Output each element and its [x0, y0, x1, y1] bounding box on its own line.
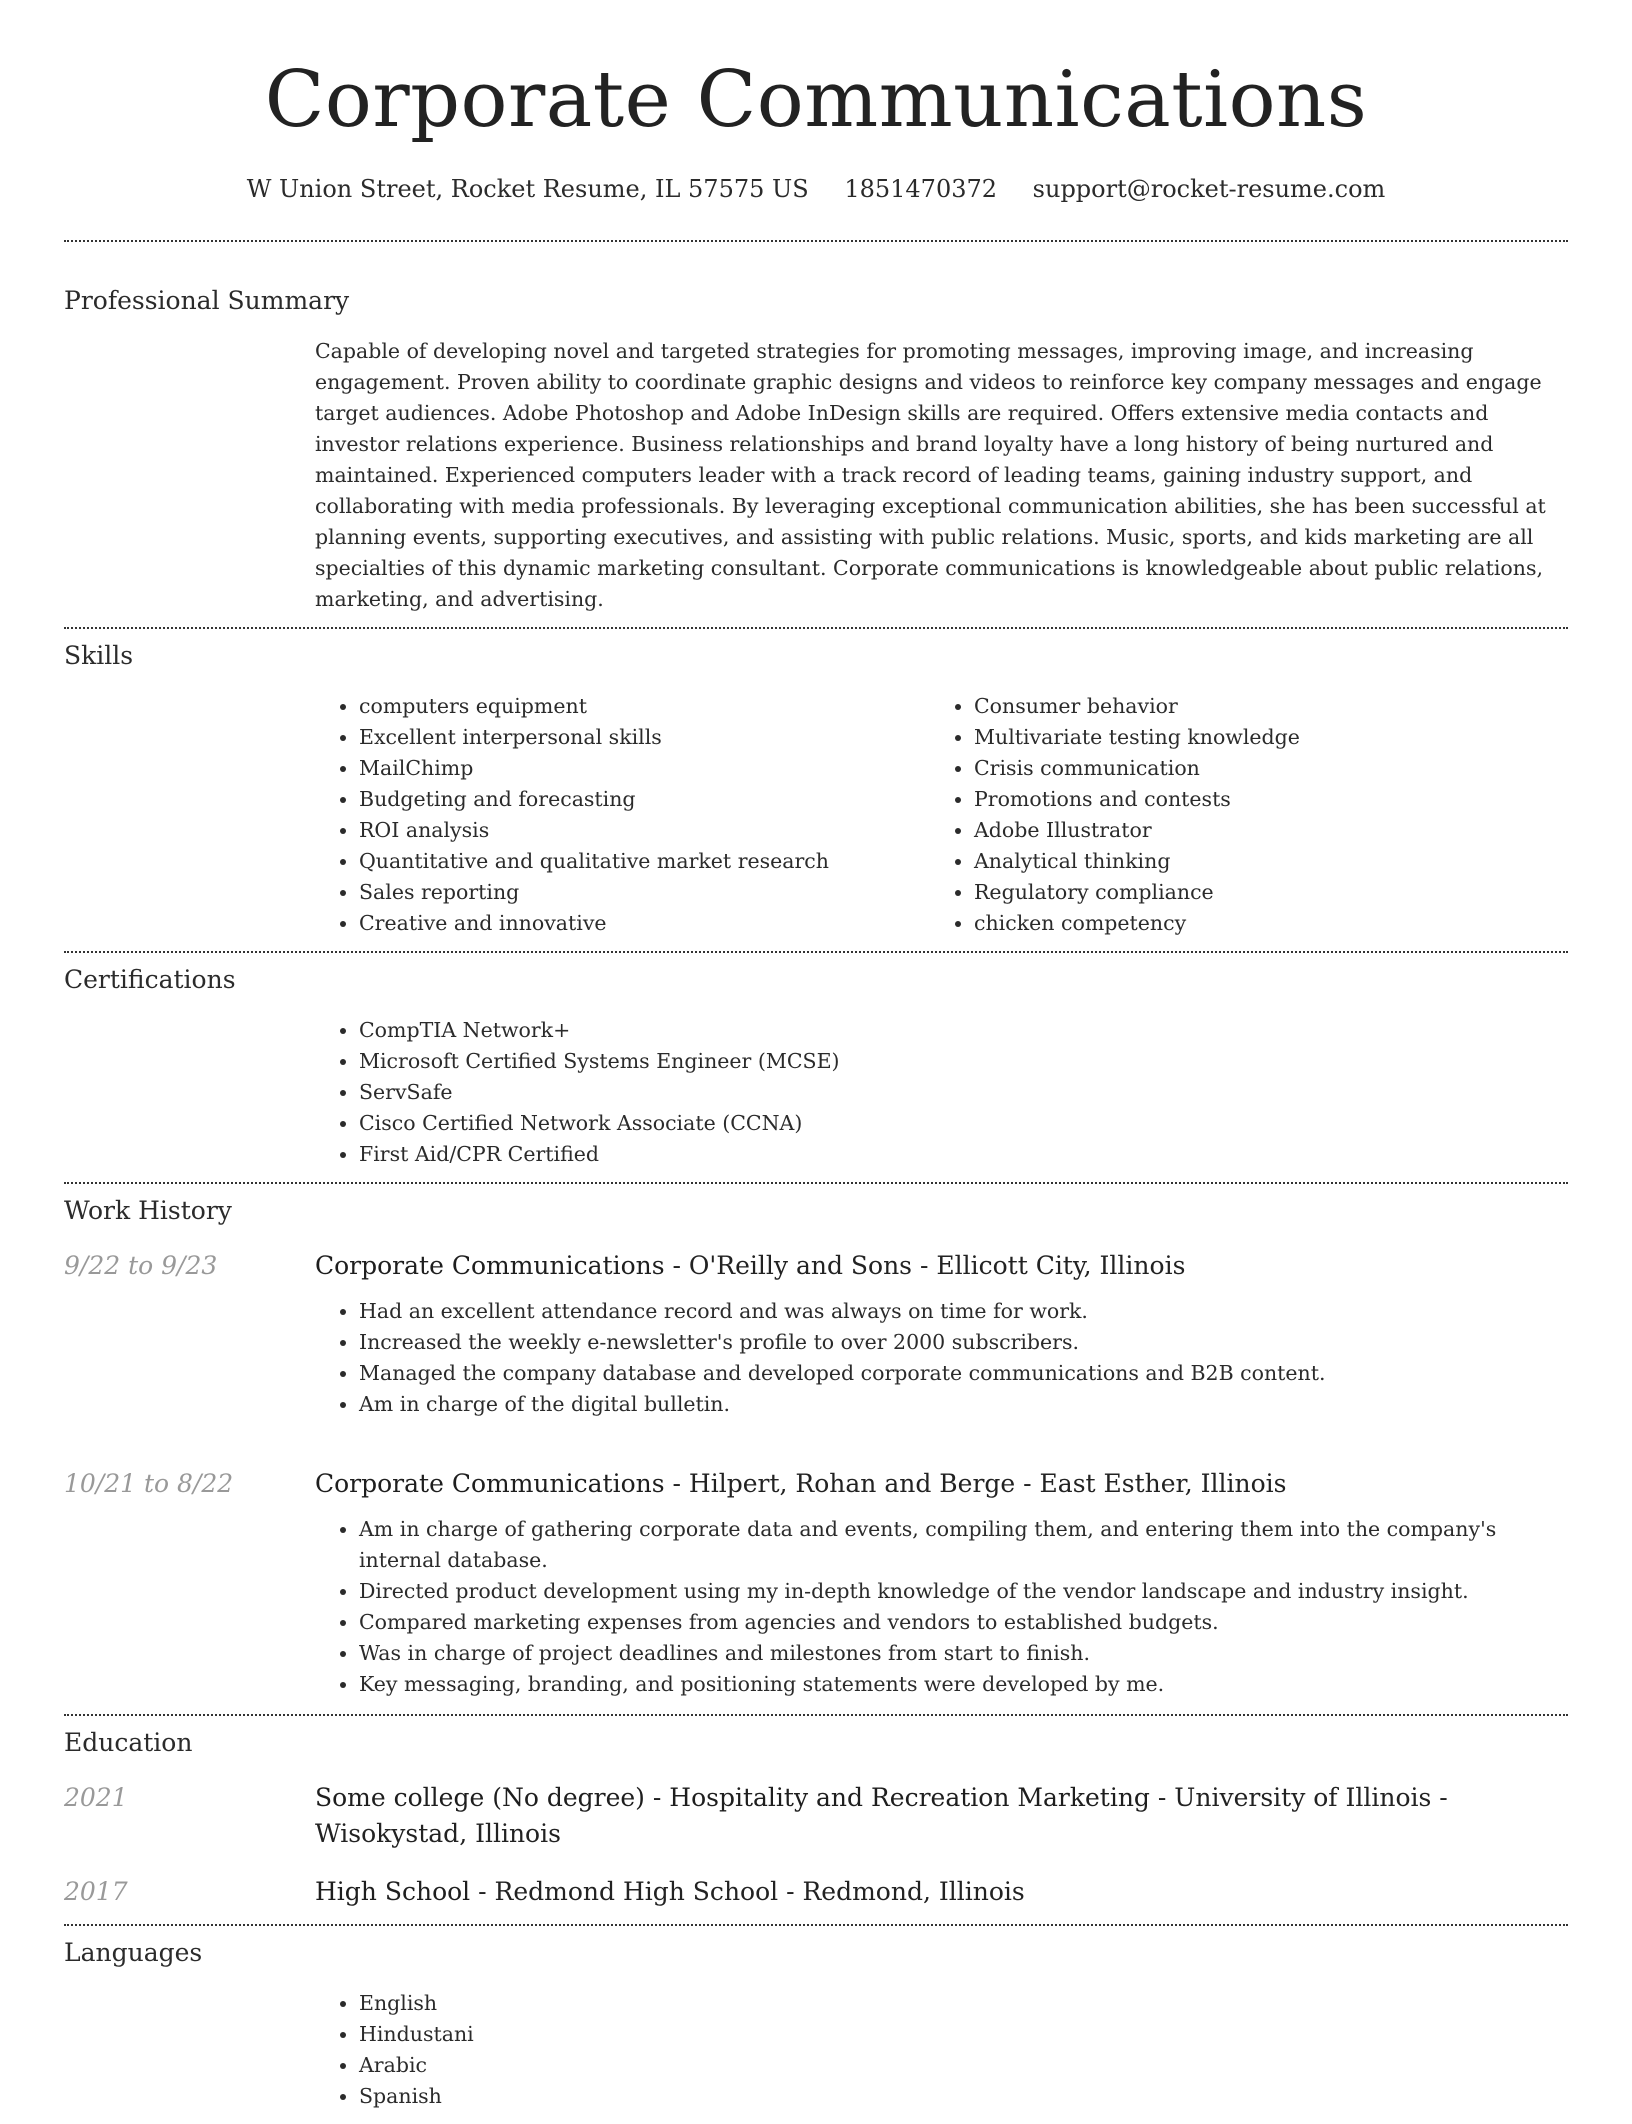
work-bullet: • Managed the company database and developed corporate communications and B2B content. — [359, 1358, 1568, 1389]
work-entry — [64, 1466, 1568, 1724]
contact-phone: 1851470372 — [844, 175, 998, 203]
languages-list — [315, 1988, 1568, 2112]
skills-list — [315, 691, 1568, 939]
summary-section — [64, 242, 1568, 615]
certification-item: • ServSafe — [359, 1077, 1568, 1108]
languages-section — [64, 1926, 1568, 2112]
education-year: 2021 — [64, 1783, 128, 1812]
skill-item: • Crisis communication — [974, 753, 1530, 784]
job-location: East Esther, Illinois — [1039, 1469, 1287, 1498]
skills-column-2 — [930, 691, 1530, 939]
work-bullet: • Am in charge of the digital bulletin. — [359, 1389, 1568, 1420]
contact-address: W Union Street, Rocket Resume, IL 57575 US — [246, 175, 809, 203]
work-entry-body — [315, 1248, 1568, 1444]
work-entry-heading — [315, 1248, 1568, 1284]
education-heading — [315, 1874, 1568, 1910]
education-title: Education — [64, 1728, 193, 1757]
degree: Some college (No degree) - Hospitality and Recreation Marketing — [315, 1783, 1150, 1812]
separator: - — [1015, 1469, 1040, 1498]
language-item: • English — [359, 1988, 1568, 2019]
certifications-list — [315, 1015, 1568, 1170]
skill-item: • Excellent interpersonal skills — [359, 722, 930, 753]
certifications-section — [64, 953, 1568, 1170]
skill-item: • Creative and innovative — [359, 908, 930, 939]
languages-title: Languages — [64, 1938, 203, 1967]
degree: High School — [315, 1877, 471, 1906]
skill-item: • computers equipment — [359, 691, 930, 722]
education-list — [64, 1780, 1568, 1910]
skill-item: • Multivariate testing knowledge — [974, 722, 1530, 753]
skills-section — [64, 629, 1568, 939]
certifications-title: Certifications — [64, 965, 236, 994]
job-location: Ellicott City, Illinois — [936, 1251, 1186, 1280]
school-location: Redmond, Illinois — [802, 1877, 1025, 1906]
school-name: University of Illinois — [1174, 1783, 1432, 1812]
language-item: • Spanish — [359, 2081, 1568, 2112]
skill-item: • Analytical thinking — [974, 846, 1530, 877]
summary-title: Professional Summary — [64, 286, 350, 315]
skill-item: • Quantitative and qualitative market research — [359, 846, 930, 877]
certification-item: • Microsoft Certified Systems Engineer (MCSE) — [359, 1046, 1568, 1077]
resume-page — [64, 0, 1568, 2124]
skill-item: • Consumer behavior — [974, 691, 1530, 722]
contact-line — [64, 174, 1568, 204]
separator: - — [1431, 1783, 1448, 1812]
job-title: Corporate Communications — [315, 1251, 665, 1280]
school-name: Redmond High School — [494, 1877, 779, 1906]
skill-item: • chicken competency — [974, 908, 1530, 939]
work-entry-body — [315, 1466, 1568, 1724]
certification-item: • Cisco Certified Network Associate (CCNA) — [359, 1108, 1568, 1139]
work-entry — [64, 1248, 1568, 1444]
skill-item: • Budgeting and forecasting — [359, 784, 930, 815]
education-section — [64, 1716, 1568, 1910]
skills-column-1 — [315, 691, 930, 939]
language-item: • Hindustani — [359, 2019, 1568, 2050]
work-list — [64, 1248, 1568, 1724]
work-bullet: • Increased the weekly e-newsletter's profile to over 2000 subscribers. — [359, 1327, 1568, 1358]
separator: - — [664, 1469, 689, 1498]
work-dates: 9/22 to 9/23 — [64, 1251, 218, 1280]
skills-title: Skills — [64, 641, 134, 670]
separator: - — [1149, 1783, 1175, 1812]
certification-item: • CompTIA Network+ — [359, 1015, 1568, 1046]
separator: - — [664, 1251, 689, 1280]
skill-item: • Regulatory compliance — [974, 877, 1530, 908]
separator: - — [912, 1251, 937, 1280]
company-name: O'Reilly and Sons — [688, 1251, 913, 1280]
language-item: • Arabic — [359, 2050, 1568, 2081]
resume-name: Corporate Communications — [264, 55, 1368, 145]
work-bullet: • Had an excellent attendance record and was always on time for work. — [359, 1296, 1568, 1327]
work-entry-heading — [315, 1466, 1568, 1502]
work-bullet: • Was in charge of project deadlines and milestones from start to finish. — [359, 1638, 1568, 1669]
school-location: Wisokystad, Illinois — [315, 1819, 561, 1848]
work-dates: 10/21 to 8/22 — [64, 1469, 234, 1498]
skill-item: • MailChimp — [359, 753, 930, 784]
contact-email: support@rocket-resume.com — [1032, 175, 1386, 203]
education-heading — [315, 1780, 1568, 1852]
education-entry — [64, 1780, 1568, 1852]
work-bullet: • Compared marketing expenses from agencies and vendors to established budgets. — [359, 1607, 1568, 1638]
job-title: Corporate Communications — [315, 1469, 665, 1498]
company-name: Hilpert, Rohan and Berge — [688, 1469, 1016, 1498]
work-bullet: • Key messaging, branding, and positioning statements were developed by me. — [359, 1669, 1568, 1700]
skill-item: • Adobe Illustrator — [974, 815, 1530, 846]
certification-item: • First Aid/CPR Certified — [359, 1139, 1568, 1170]
education-year: 2017 — [64, 1877, 128, 1906]
skill-item: • Sales reporting — [359, 877, 930, 908]
separator: - — [470, 1877, 495, 1906]
summary-text: Capable of developing novel and targeted strategies for promoting messages, improving image, and increasing engagement. Proven ability to coordinate graphic designs and videos to reinforce key company messages and engage target audiences. Adobe Photoshop and Adobe InDesign skills are required. Offers extensive media contacts and investor relations experience. Business relationships and brand loyalty have a long history of being nurtured and maintained. Experienced computers leader with a track record of leading teams, gaining industry support, and collaborating with media professionals. By leveraging exceptional communication abilities, she has been successful at planning events, supporting executives, and assisting with public relations. Music, sports, and kids marketing are all specialties of this dynamic marketing consultant. Corporate communications is knowledgeable about public relations, marketing, and advertising. — [315, 339, 1546, 611]
skill-item: • ROI analysis — [359, 815, 930, 846]
skill-item: • Promotions and contests — [974, 784, 1530, 815]
work-section — [64, 1184, 1568, 1724]
education-entry — [64, 1874, 1568, 1910]
separator: - — [778, 1877, 803, 1906]
work-title: Work History — [64, 1196, 232, 1225]
work-bullet: • Am in charge of gathering corporate data and events, compiling them, and entering them into the company's internal database. — [359, 1514, 1568, 1576]
work-bullet: • Directed product development using my in-depth knowledge of the vendor landscape and industry insight. — [359, 1576, 1568, 1607]
